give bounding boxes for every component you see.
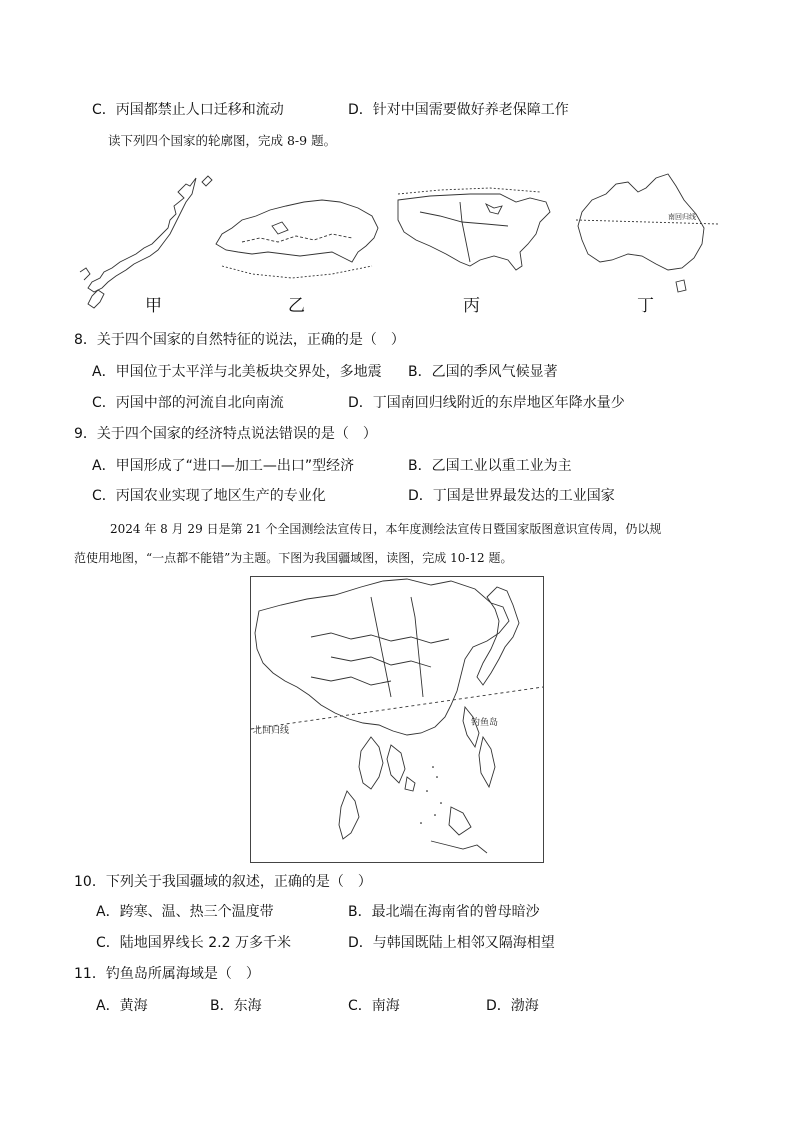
q11-option-b: B．东海 xyxy=(210,998,262,1014)
q8-option-b: B．乙国的季风气候显著 xyxy=(408,364,558,380)
q10-stem: 10．下列关于我国疆域的叙述，正确的是（ ） xyxy=(74,874,372,890)
q9-option-d: D．丁国是世界最发达的工业国家 xyxy=(408,488,615,504)
q9-option-c: C．丙国农业实现了地区生产的专业化 xyxy=(92,488,326,504)
intro-10-12-line1: 2024 年 8 月 29 日是第 21 个全国测绘法宣传日，本年度测绘法宣传日暨国家版图意识宣传周，仍以规 xyxy=(110,522,662,536)
diaoyu-island-label: 钓鱼岛 xyxy=(471,718,499,728)
q10-option-a: A．跨寒、温、热三个温度带 xyxy=(96,904,274,920)
china-map-outline xyxy=(251,577,543,862)
q8-option-a: A．甲国位于太平洋与北美板块交界处，多地震 xyxy=(92,364,382,380)
tropic-label-australia: 南回归线 xyxy=(668,213,696,221)
q8-stem: 8．关于四个国家的自然特征的说法，正确的是（ ） xyxy=(74,332,405,348)
figure-label-yi: 乙 xyxy=(288,296,305,316)
figure-label-jia: 甲 xyxy=(145,296,162,316)
q9-stem: 9．关于四个国家的经济特点说法错误的是（ ） xyxy=(74,426,377,442)
q8-option-d: D．丁国南回归线附近的东岸地区年降水量少 xyxy=(348,395,625,411)
q9-option-a: A．甲国形成了“进口—加工—出口”型经济 xyxy=(92,458,355,474)
intro-10-12-line2: 范使用地图，“一点都不能错”为主题。下图为我国疆域图，读图，完成 10-12 题。 xyxy=(74,551,513,565)
q7-option-d: D．针对中国需要做好养老保障工作 xyxy=(348,102,569,118)
tropic-label-map: 北回归线 xyxy=(253,726,290,736)
q10-option-c: C．陆地国界线长 2.2 万多千米 xyxy=(96,935,291,951)
q10-option-d: D．与韩国既陆上相邻又隔海相望 xyxy=(348,935,555,951)
q11-stem: 11．钓鱼岛所属海域是（ ） xyxy=(74,966,260,982)
australia-outline-figure xyxy=(572,170,722,300)
q7-option-c: C．丙国都禁止人口迁移和流动 xyxy=(92,102,284,118)
figure-label-bing: 丙 xyxy=(463,296,480,316)
q8-option-c: C．丙国中部的河流自北向南流 xyxy=(92,395,284,411)
q11-option-c: C．南海 xyxy=(348,998,400,1014)
q10-option-b: B．最北端在海南省的曾母暗沙 xyxy=(348,904,540,920)
china-territory-map xyxy=(250,576,544,863)
usa-outline-figure xyxy=(390,182,560,287)
figure-label-ding: 丁 xyxy=(637,296,654,316)
q9-option-b: B．乙国工业以重工业为主 xyxy=(408,458,572,474)
q11-option-d: D．渤海 xyxy=(486,998,539,1014)
q11-option-a: A．黄海 xyxy=(96,998,148,1014)
intro-8-9: 读下列四个国家的轮廓图，完成 8-9 题。 xyxy=(108,133,337,148)
russia-outline-figure xyxy=(212,182,382,282)
